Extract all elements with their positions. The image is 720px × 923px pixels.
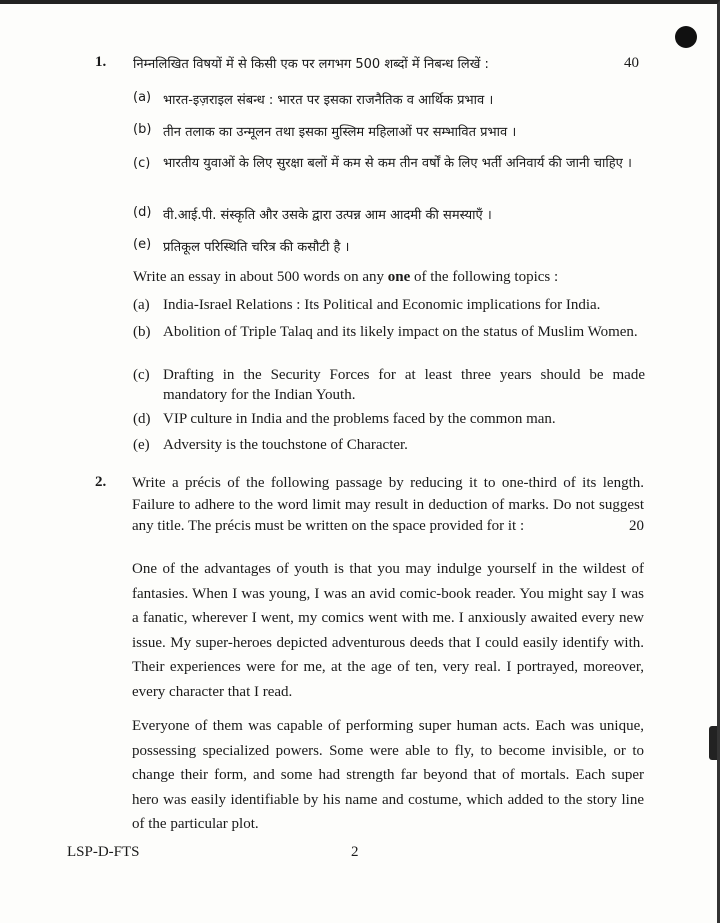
- option-label: (b): [133, 122, 152, 137]
- option-text: Drafting in the Security Forces for at least three years should be made mandatory for the Indian Youth.: [163, 367, 645, 403]
- english-option-b: [133, 322, 645, 342]
- option-label: (c): [133, 367, 150, 383]
- instruction-post: of the following topics :: [414, 269, 559, 285]
- english-option-c: [133, 365, 645, 405]
- question-2-instruction: [132, 473, 644, 538]
- page-number: 2: [351, 844, 359, 860]
- option-label: (e): [133, 437, 150, 453]
- hindi-option-b: [133, 122, 645, 140]
- hindi-option-c: [133, 152, 645, 175]
- instruction-pre: Write an essay in about 500 words on any: [133, 269, 385, 285]
- option-label: (d): [133, 411, 151, 427]
- option-label: (a): [133, 90, 152, 105]
- hindi-option-d: [133, 205, 645, 223]
- edge-smudge: [709, 726, 717, 760]
- question-1-number: 1.: [95, 54, 107, 70]
- option-text: India-Israel Relations : Its Political and Economic implications for India.: [163, 297, 601, 313]
- option-text: भारत-इज़राइल संबन्ध : भारत पर इसका राजनैतिक व आर्थिक प्रभाव ।: [163, 93, 494, 108]
- english-option-e: [133, 435, 645, 455]
- question-1-english-instruction: [133, 267, 645, 287]
- option-text: VIP culture in India and the problems faced by the common man.: [163, 411, 556, 427]
- option-text: वी.आई.पी. संस्कृति और उसके द्वारा उत्पन्न आम आदमी की समस्याएँ ।: [163, 208, 492, 223]
- hindi-option-a: [133, 90, 645, 108]
- option-text: Abolition of Triple Talaq and its likely impact on the status of Muslim Women.: [163, 324, 638, 340]
- question-2-number: 2.: [95, 474, 107, 490]
- option-label: (b): [133, 324, 151, 340]
- paper-code: LSP-D-FTS: [67, 844, 140, 860]
- hindi-option-e: [133, 237, 645, 255]
- english-option-a: [133, 295, 645, 315]
- question-1-marks: 40: [624, 55, 639, 71]
- question-2-instruction-text: Write a précis of the following passage by reducing it to one-third of its length. Failure to adhere to the word limit may result in deduction of marks. Do not suggest any title. The précis must be written on the space provided for it :: [132, 475, 644, 534]
- option-text: प्रतिकूल परिस्थिति चरित्र की कसौटी है ।: [163, 240, 350, 255]
- option-label: (d): [133, 205, 152, 220]
- option-label: (c): [133, 156, 151, 171]
- question-2-marks: 20: [629, 518, 644, 534]
- passage-paragraph-2: Everyone of them was capable of performing super human acts. Each was unique, possessing specialized powers. Some were able to fly, to become invisible, or to change their form, and some had strength far beyond that of mortals. Each super hero was easily identifiable by his name and costume, which added to the story line of the particular plot.: [132, 718, 644, 832]
- passage-paragraph-1: One of the advantages of youth is that you may indulge yourself in the wildest of fantasies. When I was young, I was an avid comic-book reader. You might say I was a fanatic, wherever I went, my comics went with me. I anxiously awaited every new issue. My super-heroes depicted adventurous deeds that I could easily identify with. Their experiences were for me, at the age of ten, very real. I portrayed, moreover, every character that I read.: [132, 561, 644, 700]
- instruction-emphasis: one: [387, 269, 411, 285]
- english-option-d: [133, 409, 645, 429]
- option-text: तीन तलाक का उन्मूलन तथा इसका मुस्लिम महिलाओं पर सम्भावित प्रभाव ।: [163, 125, 517, 140]
- option-label: (a): [133, 297, 150, 313]
- option-text: भारतीय युवाओं के लिए सुरक्षा बलों में कम से कम तीन वर्षों के लिए भर्ती अनिवार्य की जानी चाहिए ।: [163, 156, 632, 171]
- punch-hole-mark: [675, 26, 697, 48]
- question-1-hindi-instruction: निम्नलिखित विषयों में से किसी एक पर लगभग 500 शब्दों में निबन्ध लिखें :: [133, 57, 489, 72]
- option-text: Adversity is the touchstone of Character.: [163, 437, 408, 453]
- option-label: (e): [133, 237, 152, 252]
